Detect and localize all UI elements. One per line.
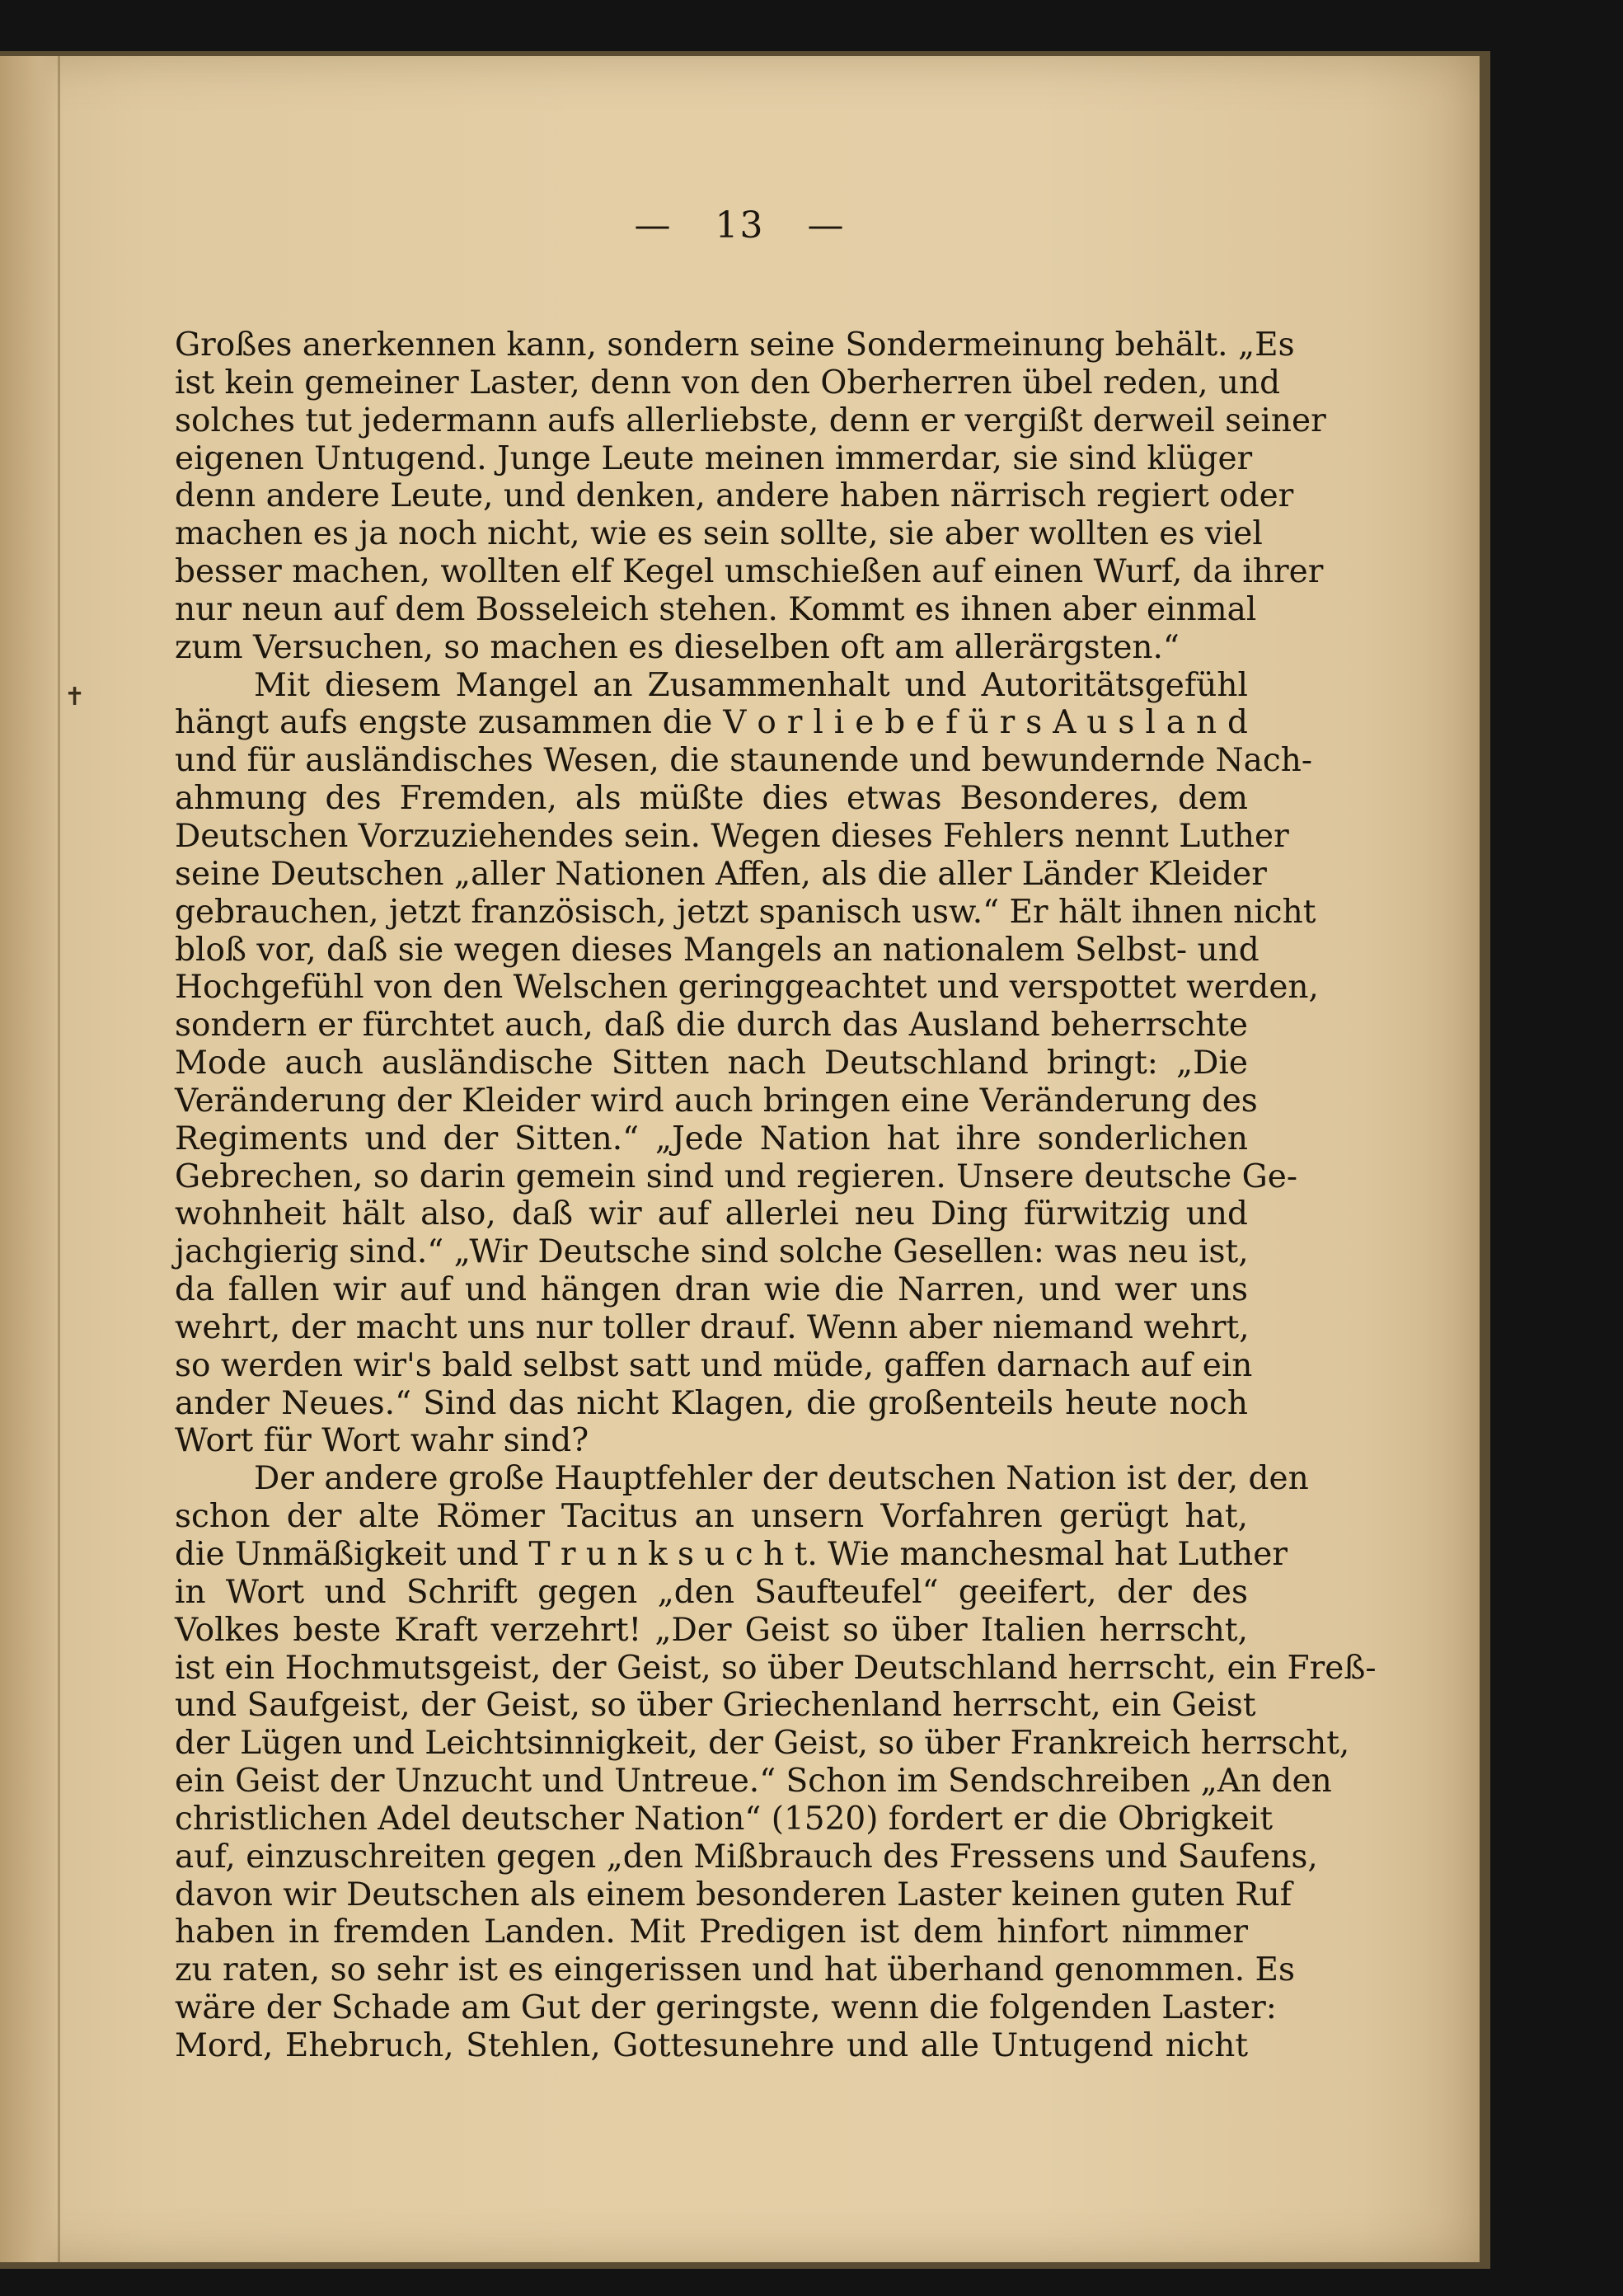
text-line: wehrt, der macht uns nur toller drauf. Wenn aber niemand wehrt,: [175, 1308, 1250, 1346]
text-line: besser machen, wollten elf Kegel umschießen auf einen Wurf, da ihrer: [175, 553, 1324, 591]
text-line: Hochgefühl von den Welschen geringgeachtet und verspottet werden,: [175, 969, 1319, 1007]
text-line: machen es ja noch nicht, wie es sein sollte, sie aber wollten es viel: [175, 515, 1263, 553]
text-line: Gebrechen, so darin gemein sind und regieren. Unsere deutsche Ge-: [175, 1157, 1298, 1195]
text-line: christlichen Adel deutscher Nation“ (1520) fordert er die Obrigkeit: [175, 1800, 1274, 1838]
text-line: hängt aufs engste zusammen die V o r l i e b e f ü r s A u s l a n d: [175, 704, 1248, 742]
page-number: 13: [715, 204, 765, 247]
text-line: Wort für Wort wahr sind?: [175, 1422, 589, 1460]
text-line: denn andere Leute, und denken, andere haben närrisch regiert oder: [175, 477, 1294, 515]
text-line: eigenen Untugend. Junge Leute meinen immerdar, sie sind klüger: [175, 439, 1253, 477]
text-line: Mord, Ehebruch, Stehlen, Gottesunehre und alle Untugend nicht: [175, 2026, 1248, 2064]
text-line: Regiments und der Sitten.“ „Jede Nation hat ihre sonderlichen: [175, 1120, 1248, 1157]
text-line: und Saufgeist, der Geist, so über Griechenland herrscht, ein Geist: [175, 1687, 1256, 1725]
text-line: Der andere große Hauptfehler der deutschen Nation ist der, den: [254, 1460, 1309, 1498]
text-line: so werden wir's bald selbst satt und müde, gaffen darnach auf ein: [175, 1346, 1253, 1384]
text-line: zum Versuchen, so machen es dieselben oft am allerärgsten.“: [175, 628, 1180, 666]
header-dash-left: —: [634, 204, 673, 247]
text-line: Großes anerkennen kann, sondern seine Sondermeinung behält. „Es: [175, 326, 1295, 364]
text-line: schon der alte Römer Tacitus an unsern Vorfahren gerügt hat,: [175, 1498, 1248, 1536]
text-line: der Lügen und Leichtsinnigkeit, der Geist, so über Frankreich herrscht,: [175, 1725, 1350, 1763]
text-line: nur neun auf dem Bosseleich stehen. Kommt es ihnen aber einmal: [175, 590, 1257, 628]
text-line: ein Geist der Unzucht und Untreue.“ Schon im Sendschreiben „An den: [175, 1763, 1332, 1801]
text-line: ander Neues.“ Sind das nicht Klagen, die großenteils heute noch: [175, 1384, 1248, 1422]
text-line: davon wir Deutschen als einem besonderen Laster keinen guten Ruf: [175, 1876, 1292, 1913]
body-text: [175, 326, 1377, 2065]
text-line: Volkes beste Kraft verzehrt! „Der Geist so über Italien herrscht,: [175, 1611, 1248, 1649]
text-line: jachgierig sind.“ „Wir Deutsche sind solche Gesellen: was neu ist,: [175, 1233, 1249, 1271]
text-line: bloß vor, daß sie wegen dieses Mangels an nationalem Selbst- und: [175, 931, 1259, 969]
text-line: seine Deutschen „aller Nationen Affen, als die aller Länder Kleider: [175, 855, 1267, 893]
text-line: auf, einzuschreiten gegen „den Mißbrauch des Fressens und Saufens,: [175, 1838, 1318, 1876]
text-line: ist ein Hochmutsgeist, der Geist, so über Deutschland herrscht, ein Freß-: [175, 1649, 1377, 1687]
text-line: Mode auch ausländische Sitten nach Deutschland bringt: „Die: [175, 1045, 1248, 1082]
text-line: in Wort und Schrift gegen „den Saufteufel“ geeifert, der des: [175, 1573, 1248, 1611]
text-line: und für ausländisches Wesen, die staunende und bewundernde Nach-: [175, 742, 1313, 780]
text-line: gebrauchen, jetzt französisch, jetzt spanisch usw.“ Er hält ihnen nicht: [175, 893, 1316, 931]
text-line: sondern er fürchtet auch, daß die durch das Ausland beherrschte: [175, 1007, 1248, 1045]
text-line: zu raten, so sehr ist es eingerissen und hat überhand genommen. Es: [175, 1951, 1296, 1989]
paper-page: [0, 56, 1480, 2262]
text-line: wäre der Schade am Gut der geringste, wenn die folgenden Laster:: [175, 1989, 1277, 2027]
header-dash-right: —: [807, 204, 846, 247]
margin-mark: ✝: [64, 683, 86, 711]
text-line: ist kein gemeiner Laster, denn von den Oberherren übel reden, und: [175, 364, 1281, 401]
text-line: haben in fremden Landen. Mit Predigen ist dem hinfort nimmer: [175, 1913, 1248, 1951]
page-header: [0, 204, 1480, 247]
page-fold-line: [58, 56, 60, 2262]
text-line: Mit diesem Mangel an Zusammenhalt und Autoritätsgefühl: [254, 666, 1248, 704]
text-line: da fallen wir auf und hängen dran wie die Narren, und wer uns: [175, 1271, 1248, 1309]
text-line: wohnheit hält also, daß wir auf allerlei neu Ding fürwitzig und: [175, 1195, 1248, 1233]
text-line: Deutschen Vorzuziehendes sein. Wegen dieses Fehlers nennt Luther: [175, 817, 1289, 855]
text-line: die Unmäßigkeit und T r u n k s u c h t. Wie manchesmal hat Luther: [175, 1536, 1288, 1573]
text-line: solches tut jedermann aufs allerliebste, denn er vergißt derweil seiner: [175, 401, 1326, 439]
text-line: Veränderung der Kleider wird auch bringen eine Veränderung des: [175, 1082, 1258, 1120]
text-line: ahmung des Fremden, als müßte dies etwas Besonderes, dem: [175, 780, 1248, 818]
binding-gutter: [0, 56, 64, 2262]
